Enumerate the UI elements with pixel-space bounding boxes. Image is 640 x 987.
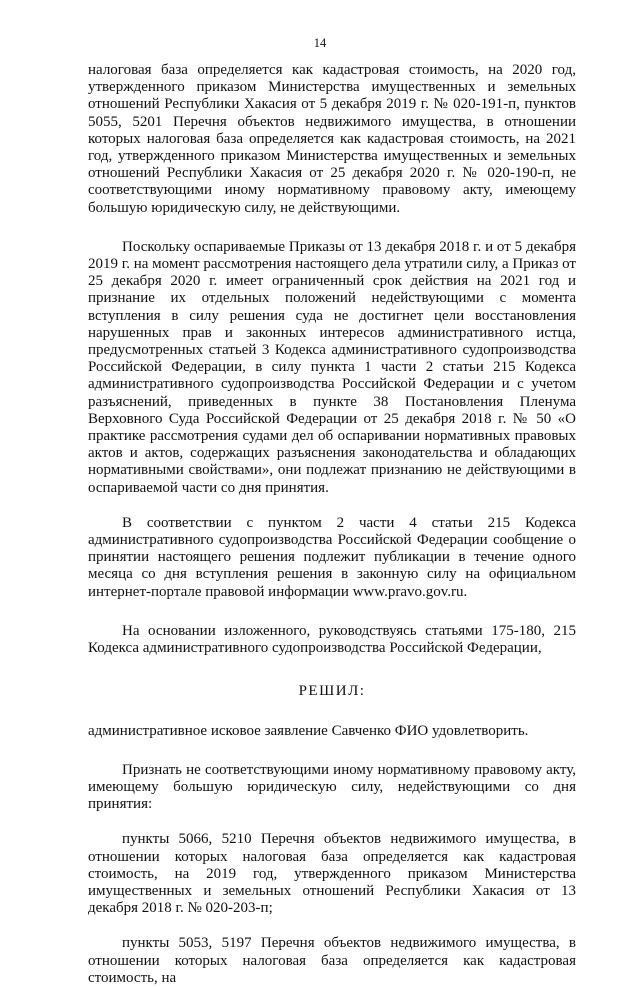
paragraph-reasoning: Поскольку оспариваемые Приказы от 13 декабря 2018 г. и от 5 декабря 2019 г. на момент рассмотрения настоящего дела утратили силу, а Приказ от 25 декабря 2020 г. имеет ограниченный срок действия на 2021 год и признание их отдельных положений недействующими с момента вступления в силу решения суда не достигнет цели восстановления нарушенных прав и законных интересов административного истца, предусмотренных статьей 3 Кодекса административного судопроизводства Российской Федерации, в силу пункта 1 части 2 статьи 215 Кодекса административного судопроизводства Российской Федерации и с учетом разъяснений, приведенных в пункте 38 Постановления Пленума Верховного Суда Российской Федерации от 25 декабря 2018 г. № 50 «О практике рассмотрения судами дел об оспаривании нормативных правовых актов и актов, содержащих разъяснения законодательства и обладающих нормативными свойствами», они подлежат признанию не действующими в оспариваемой части со дня принятия. [88,238,576,496]
paragraph-publication: В соответствии с пунктом 2 части 4 статьи 215 Кодекса административного судопроизводства Российской Федерации сообщение о принятии настоящего решения подлежит публикации в течение одного месяца со дня вступления решения в законную силу на официальном интернет-портале правовой информации www.pravo.gov.ru. [88,514,576,600]
paragraph-basis: На основании изложенного, руководствуясь статьями 175-180, 215 Кодекса административного судопроизводства Российской Федерации, [88,622,576,657]
paragraph-recognize: Признать не соответствующими иному нормативному правовому акту, имеющему большую юридическую силу, недействующими со дня принятия: [88,761,576,813]
page-number: 14 [313,36,327,50]
paragraph-claim-granted: административное исковое заявление Савченко ФИО удовлетворить. [88,722,529,739]
paragraph-items-2019: пункты 5066, 5210 Перечня объектов недвижимого имущества, в отношении которых налоговая база определяется как кадастровая стоимость, на 2019 год, утвержденного приказом Министерства имущественных и земельных отношений Республики Хакасия от 13 декабря 2018 г. № 020-203-п; [88,831,576,917]
decision-heading: РЕШИЛ: [298,683,366,700]
paragraph-items-2020: пункты 5053, 5197 Перечня объектов недвижимого имущества, в отношении которых налоговая база определяется как кадастровая стоимость, на [88,935,576,986]
paragraph-continuation: налоговая база определяется как кадастровая стоимость, на 2020 год, утвержденного приказом Министерства имущественных и земельных отношений Республики Хакасия от 5 декабря 2019 г. № 020-191-п, пунктов 5055, 5201 Перечня объектов недвижимого имущества, в отношении которых налоговая база определяется как кадастровая стоимость, на 2021 год, утвержденного приказом Министерства имущественных и земельных отношений Республики Хакасия от 25 декабря 2020 г. № 020-190-п, не соответствующими иному нормативному правовому акту, имеющему большую юридическую силу, не действующими. [88,62,576,216]
document-body [88,62,576,987]
